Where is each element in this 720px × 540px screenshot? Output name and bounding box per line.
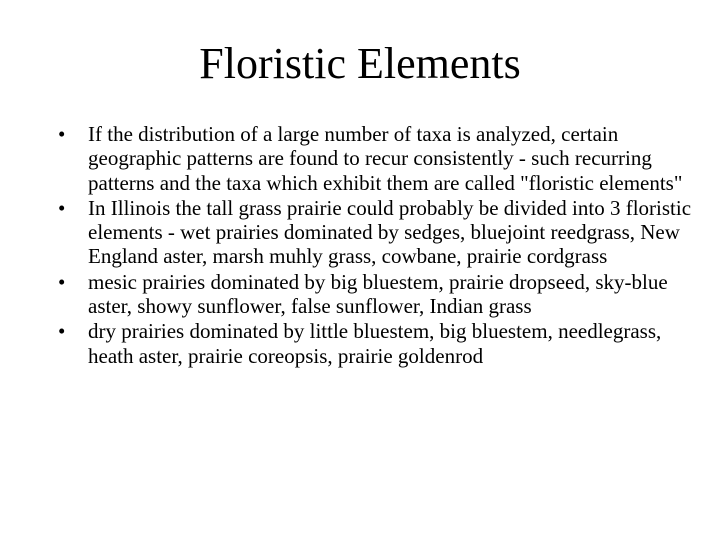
bullet-text: mesic prairies dominated by big bluestem, prairie dropseed, sky-blue aster, showy sunflower, false sunflower, Indian grass	[88, 269, 668, 319]
bullet-icon: •	[58, 269, 66, 294]
bullet-text: In Illinois the tall grass prairie could probably be divided into 3 floristic elements - wet prairies dominated by sedges, bluejoint reedgrass, New England aster, marsh muhly grass, cowbane, prairie cordgrass	[88, 195, 692, 269]
slide-title: Floristic Elements	[199, 39, 521, 88]
bullet-item-wet-prairies	[54, 196, 694, 269]
bullet-icon: •	[58, 122, 66, 146]
bullet-text: If the distribution of a large number of taxa is analyzed, certain geographic patterns are found to recur consistently - such recurring patterns and the taxa which exhibit them are called "floristic elements"	[88, 122, 683, 195]
bullet-item-floristic-definition	[54, 122, 694, 195]
bullet-list	[54, 122, 694, 369]
bullet-item-dry-prairies	[54, 319, 694, 368]
bullet-item-mesic-prairies	[54, 270, 694, 319]
bullet-text: dry prairies dominated by little bluestem, big bluestem, needlegrass, heath aster, prairie coreopsis, prairie goldenrod	[88, 319, 662, 368]
bullet-icon: •	[58, 195, 66, 220]
bullet-icon: •	[58, 319, 66, 344]
